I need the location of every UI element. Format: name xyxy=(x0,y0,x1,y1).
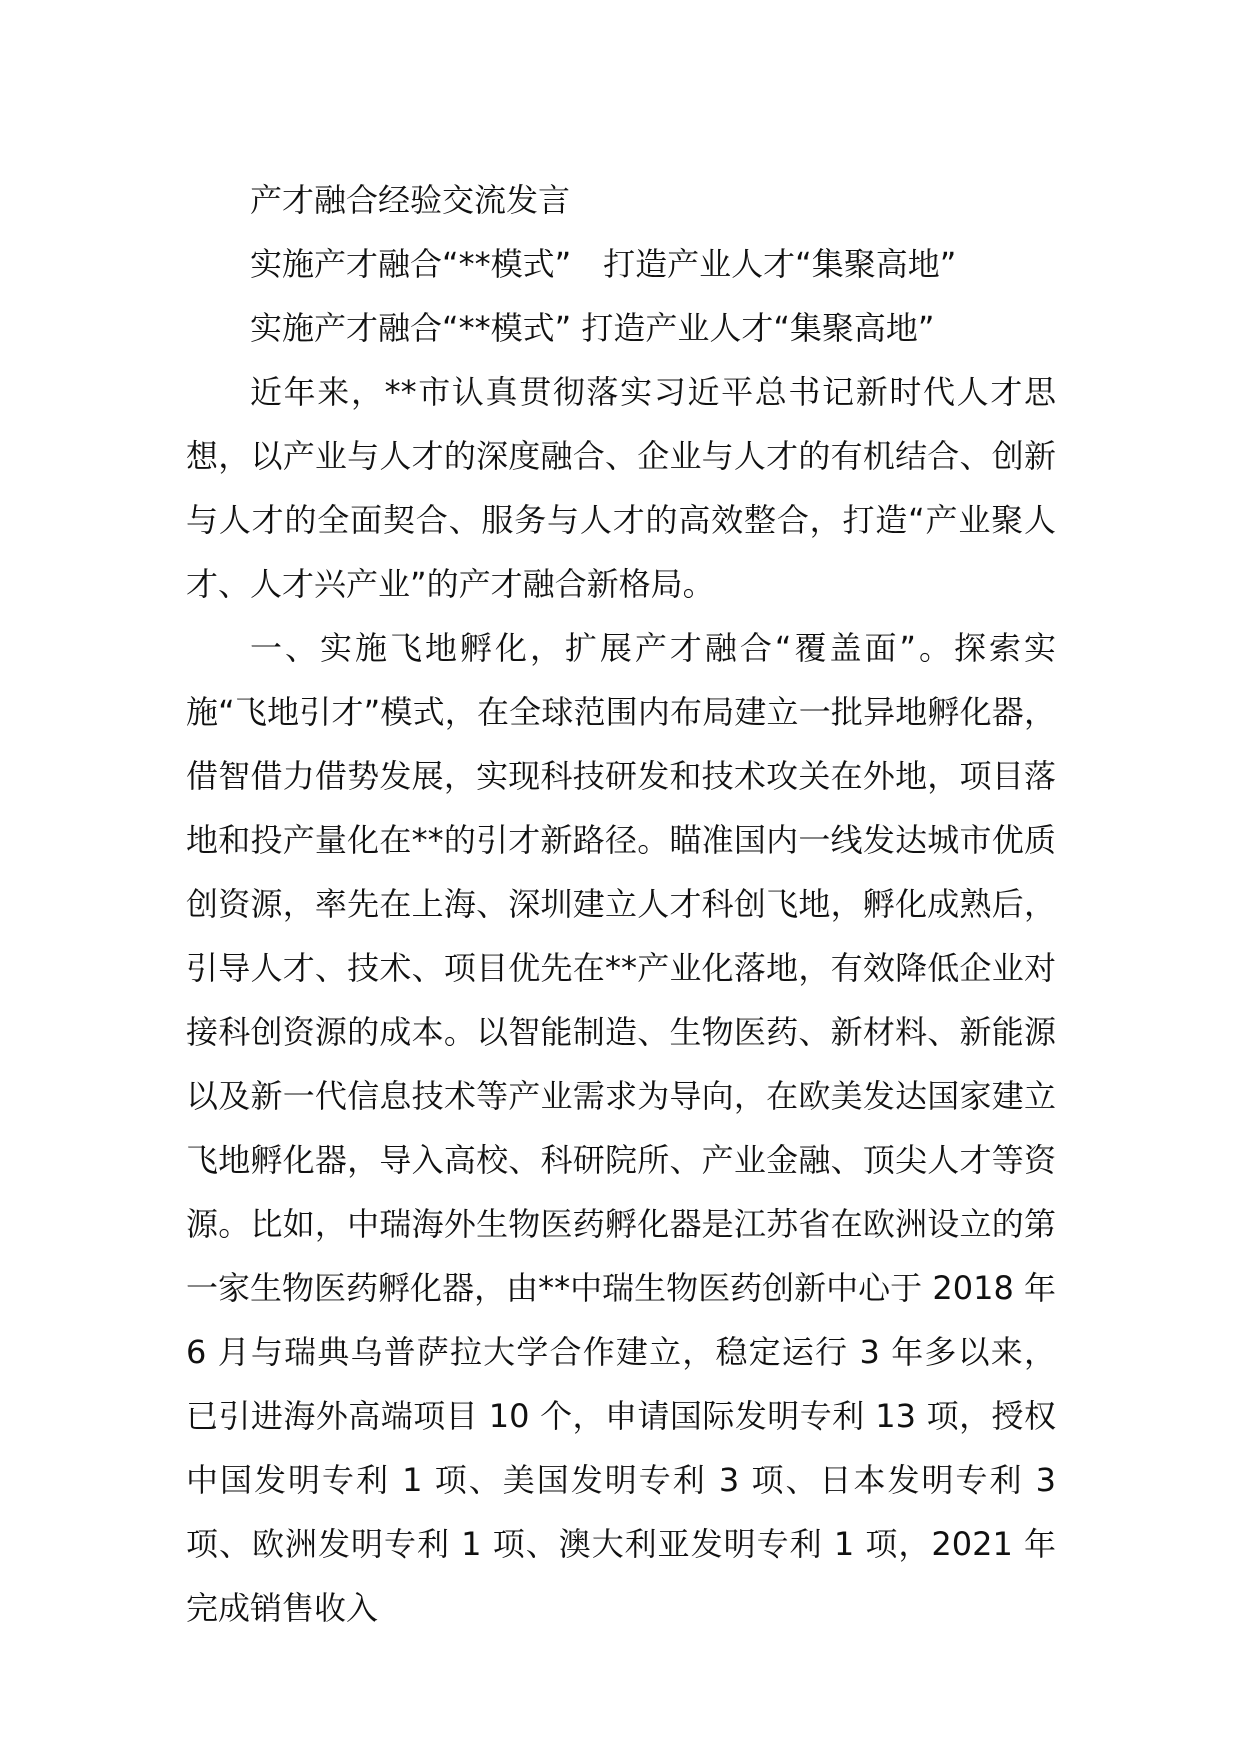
section-one-paragraph: 一、实施飞地孵化，扩展产才融合“覆盖面”。探索实施“飞地引才”模式，在全球范围内布局建立一批异地孵化器，借智借力借势发展，实现科技研发和技术攻关在外地，项目落地和投产量化在**的引才新路径。瞄准国内一线发达城市优质创资源，率先在上海、深圳建立人才科创飞地，孵化成熟后，引导人才、技术、项目优先在**产业化落地，有效降低企业对接科创资源的成本。以智能制造、生物医药、新材料、新能源以及新一代信息技术等产业需求为导向，在欧美发达国家建立飞地孵化器，导入高校、科研院所、产业金融、顶尖人才等资源。比如，中瑞海外生物医药孵化器是江苏省在欧洲设立的第一家生物医药孵化器，由**中瑞生物医药创新中心于 2018 年 6 月与瑞典乌普萨拉大学合作建立，稳定运行 3 年多以来，已引进海外高端项目 10 个，申请国际发明专利 13 项，授权中国发明专利 1 项、美国发明专利 3 项、日本发明专利 3 项、欧洲发明专利 1 项、澳大利亚发明专利 1 项，2021 年完成销售收入 xyxy=(186,629,1056,1627)
document-body xyxy=(186,168,1056,1640)
document-heading: 产才融合经验交流发言 xyxy=(250,181,571,219)
intro-paragraph: 近年来，**市认真贯彻落实习近平总书记新时代人才思想，以产业与人才的深度融合、企业与人才的有机结合、创新与人才的全面契合、服务与人才的高效整合，打造“产业聚人才、人才兴产业”的产才融合新格局。 xyxy=(186,373,1056,603)
document-subtitle-repeat: 实施产才融合“**模式” 打造产业人才“集聚高地” xyxy=(250,309,935,347)
document-subtitle: 实施产才融合“**模式” 打造产业人才“集聚高地” xyxy=(250,245,957,283)
